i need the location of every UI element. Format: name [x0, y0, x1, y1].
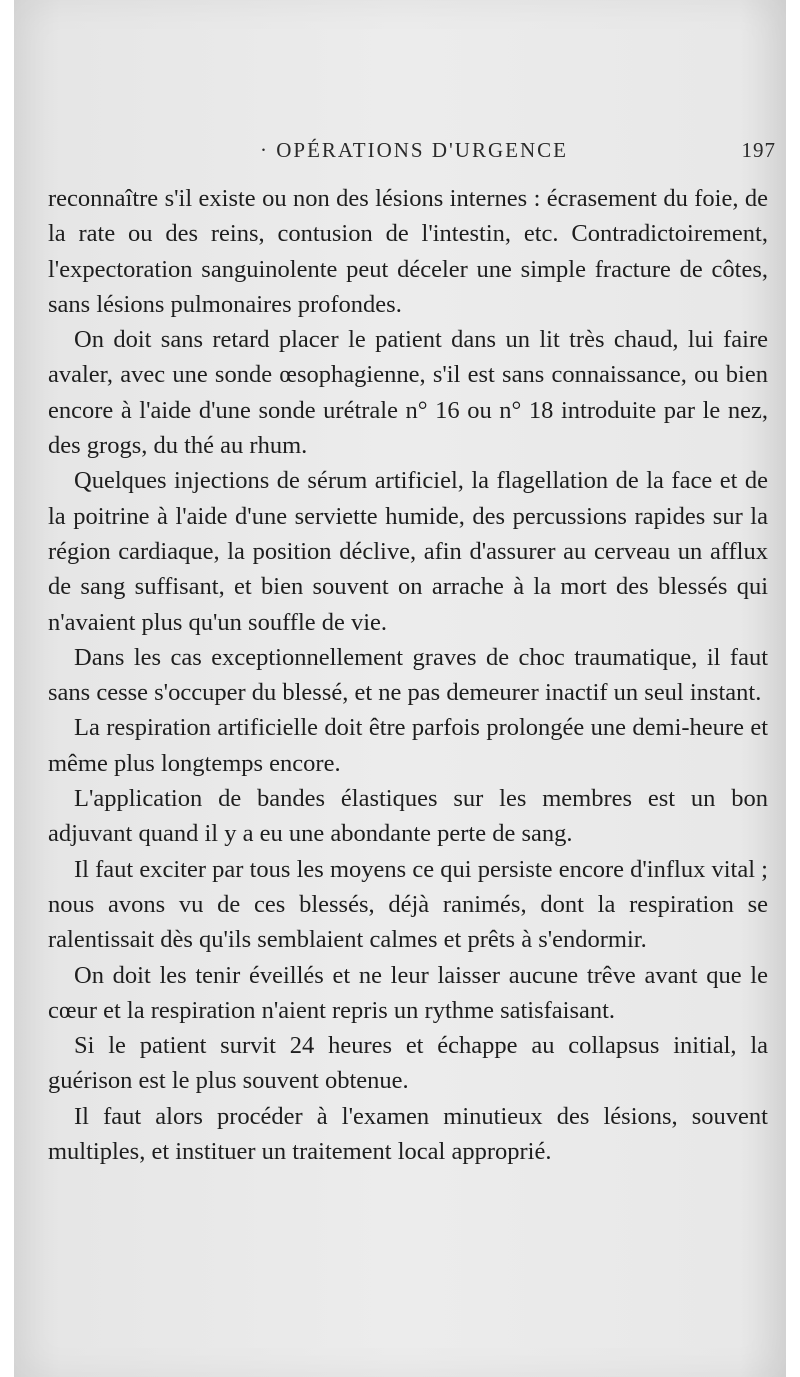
- paragraph: La respiration artificielle doit être parfois prolongée une demi-heure et même plus longtemps encore.: [48, 714, 768, 777]
- paragraph: Quelques injections de sérum artificiel, la flagellation de la face et de la poitrine à l'aide d'une serviette humide, des percussions rapides sur la région cardiaque, la position déclive, afin d'assurer au cerveau un afflux de sang suffisant, et bien souvent on arrache à la mort des blessés qui n'avaient plus qu'un souffle de vie.: [48, 467, 768, 636]
- paragraph: Si le patient survit 24 heures et échappe au collapsus initial, la guérison est le plus souvent obtenue.: [48, 1032, 768, 1095]
- body-text: [48, 181, 768, 1169]
- paragraph: On doit sans retard placer le patient dans un lit très chaud, lui faire avaler, avec une sonde œsophagienne, s'il est sans connaissance, ou bien encore à l'aide d'une sonde urétrale n° 16 ou n° 18 introduite par le nez, des grogs, du thé au rhum.: [48, 326, 768, 460]
- paragraph: Dans les cas exceptionnellement graves de choc traumatique, il faut sans cesse s'occuper du blessé, et ne pas demeurer inactif un seul instant.: [48, 643, 768, 707]
- paragraph: L'application de bandes élastiques sur les membres est un bon adjuvant quand il y a eu une abondante perte de sang.: [48, 785, 768, 848]
- paragraph: On doit les tenir éveillés et ne leur laisser aucune trêve avant que le cœur et la respiration n'aient repris un rythme satisfaisant.: [48, 961, 768, 1024]
- scan-margin: [786, 0, 800, 1377]
- book-page: [14, 0, 786, 1377]
- running-title: · OPÉRATIONS D'URGENCE: [260, 138, 568, 162]
- page-number: 197: [741, 138, 776, 162]
- paragraph-continuation: reconnaître s'il existe ou non des lésions internes : écrasement du foie, de la rate ou des reins, contusion de l'intestin, etc. Contradictoirement, l'expectoration sanguinolente peut déceler une simple fracture de côtes, sans lésions pulmonaires profondes.: [48, 185, 768, 318]
- paragraph: Il faut alors procéder à l'examen minutieux des lésions, souvent multiples, et instituer un traitement local approprié.: [48, 1102, 768, 1166]
- paragraph: Il faut exciter par tous les moyens ce qui persiste encore d'influx vital ; nous avons vu de ces blessés, déjà ranimés, dont la respiration se ralentissait dès qu'ils semblaient calmes et prêts à s'endormir.: [48, 855, 768, 954]
- running-header: [50, 138, 776, 170]
